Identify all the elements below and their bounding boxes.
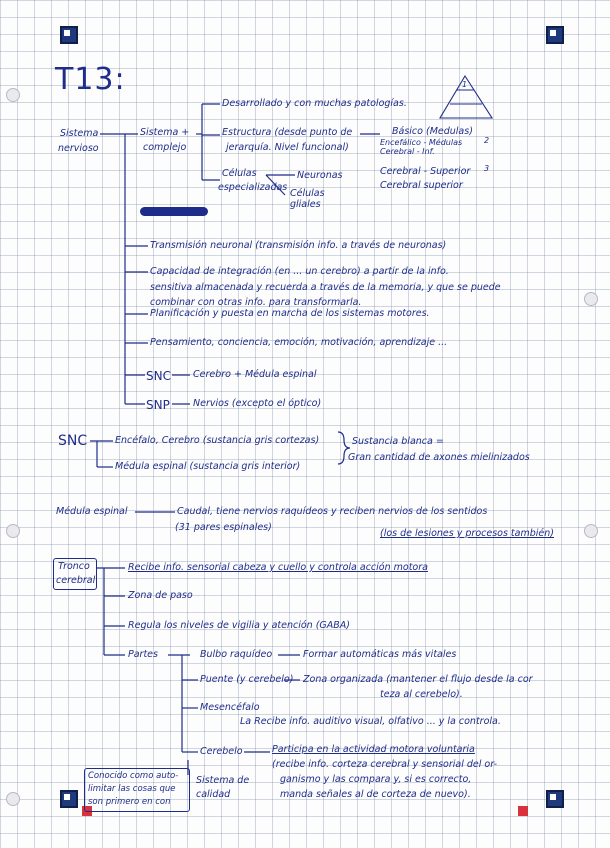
cells-neurons: Neuronas bbox=[297, 170, 343, 181]
branch-development: Desarrollado y con muchas patologías. bbox=[222, 98, 407, 109]
branch-structure-line2: jerarquía. Nivel funcional) bbox=[226, 142, 349, 153]
pyramid-number-3: 3 bbox=[484, 164, 490, 173]
page-title: T13: bbox=[55, 62, 126, 97]
branch-cells-line2: especializadas bbox=[218, 182, 288, 193]
structure-level-b: Encefálico - Médulas bbox=[380, 138, 463, 147]
part-cerebellum-desc-line1: Participa en la actividad motora voluntaria bbox=[272, 744, 475, 755]
snc-encephalon: Encéfalo, Cerebro (sustancia gris cortezas) bbox=[115, 435, 320, 446]
part-midbrain-desc: La Recibe info. auditivo visual, olfativo ... y la controla. bbox=[240, 716, 501, 727]
structure-level-a: Básico (Medulas) bbox=[392, 126, 473, 137]
spinal-cord-desc: Caudal, tiene nervios raquídeos y reciben nervios de los sentidos bbox=[177, 506, 488, 517]
cells-glial-line2: gliales bbox=[290, 199, 321, 210]
part-pons-desc-line1: Zona organizada (mantener el flujo desde la cor bbox=[303, 674, 533, 685]
brainstem-parts: Partes bbox=[128, 649, 158, 660]
footnote-line3: son primero en con bbox=[88, 797, 171, 807]
branch-structure-line1: Estructura (desde punto de bbox=[222, 127, 353, 138]
part-pons-desc-line2: teza al cerebelo). bbox=[380, 689, 463, 700]
root-label-line2: nervioso bbox=[58, 143, 99, 154]
brainstem-passage: Zona de paso bbox=[128, 590, 193, 601]
pyramid-number-2: 2 bbox=[484, 136, 490, 145]
complex-label-line1: Sistema + bbox=[140, 127, 190, 138]
complex-label-line2: complejo bbox=[143, 142, 187, 153]
cells-glial-line1: Células bbox=[290, 188, 325, 199]
part-medulla-desc: Formar automáticas más vitales bbox=[303, 649, 457, 660]
brainstem-regulates: Regula los niveles de vigilia y atención (GABA) bbox=[128, 620, 350, 631]
part-cerebellum-desc-line4: manda señales al de corteza de nuevo). bbox=[280, 789, 471, 800]
structure-level-c: Cerebral - Inf. bbox=[380, 147, 435, 156]
white-matter-label: Sustancia blanca = bbox=[352, 436, 444, 447]
part-cerebellum-desc-line3: ganismo y las compara y, si es correcto, bbox=[280, 774, 472, 785]
snp-label-small: SNP bbox=[146, 398, 170, 412]
footnote-line1: Conocido como auto- bbox=[88, 771, 179, 781]
snp-definition: Nervios (excepto el óptico) bbox=[193, 398, 322, 409]
snc-section-label: SNC bbox=[58, 433, 88, 449]
part-midbrain: Mesencéfalo bbox=[200, 702, 260, 713]
branch-cells-line1: Células bbox=[222, 168, 257, 179]
brainstem-label-line1: Tronco bbox=[58, 561, 90, 572]
brainstem-receives: Recibe info. sensorial cabeza y cuello y controla acción motora bbox=[128, 562, 428, 573]
function-integration-line3: combinar con otras info. para transformarla. bbox=[150, 297, 362, 308]
pyramid-number-1: 1 bbox=[462, 80, 468, 89]
white-matter-desc: Gran cantidad de axones mielinizados bbox=[348, 452, 530, 463]
structure-level-d: Cerebral - Superior bbox=[380, 166, 471, 177]
quality-system-line1: Sistema de bbox=[196, 775, 250, 786]
function-integration-line2: sensitiva almacenada y recuerda a través de la memoria, y que se puede bbox=[150, 282, 501, 293]
function-planning: Planificación y puesta en marcha de los sistemas motores. bbox=[150, 308, 430, 319]
part-medulla: Bulbo raquídeo bbox=[200, 649, 273, 660]
spinal-cord-label: Médula espinal bbox=[56, 506, 128, 517]
part-cerebellum-desc-line2: (recibe info. corteza cerebral y sensorial del or- bbox=[272, 759, 498, 770]
quality-system-line2: calidad bbox=[196, 789, 231, 800]
scribbled-out-heading bbox=[140, 207, 208, 216]
function-transmission: Transmisión neuronal (transmisión info. a través de neuronas) bbox=[150, 240, 447, 251]
part-pons: Puente (y cerebelo) bbox=[200, 674, 294, 685]
footnote-line2: limitar las cosas que bbox=[88, 784, 176, 794]
structure-level-e: Cerebral superior bbox=[380, 180, 463, 191]
part-cerebellum: Cerebelo bbox=[200, 746, 243, 757]
snc-spinal-cord: Médula espinal (sustancia gris interior) bbox=[115, 461, 301, 472]
function-integration-line1: Capacidad de integración (en ... un cerebro) a partir de la info. bbox=[150, 266, 449, 277]
brainstem-label-line2: cerebral bbox=[56, 575, 96, 586]
spinal-cord-note: (los de lesiones y procesos también) bbox=[380, 528, 554, 539]
snc-definition: Cerebro + Médula espinal bbox=[193, 369, 317, 380]
snc-label-small: SNC bbox=[146, 369, 171, 383]
root-label-line1: Sistema bbox=[60, 128, 99, 139]
spinal-cord-pairs: (31 pares espinales) bbox=[175, 522, 272, 533]
function-thinking: Pensamiento, conciencia, emoción, motivación, aprendizaje ... bbox=[150, 337, 448, 348]
